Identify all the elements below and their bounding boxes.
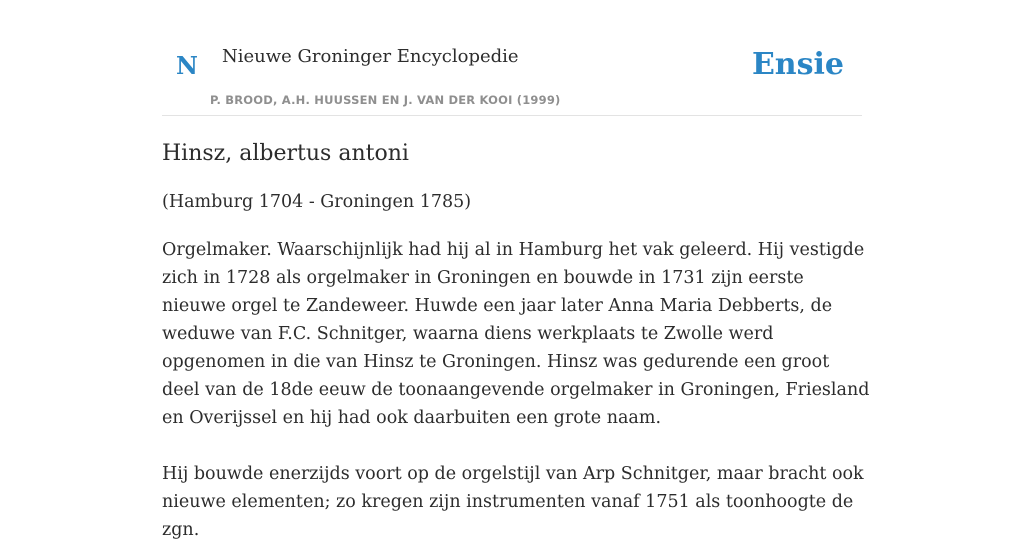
article-lifespan: (Hamburg 1704 - Groningen 1785) [162,192,472,212]
encyclopedia-logo[interactable]: N [176,51,198,80]
article-paragraph: Hij bouwde enerzijds voort op de orgelstijl van Arp Schnitger, maar bracht ook nieuwe elementen; zo kregen zijn instrumenten vanaf 1751 als toonhoogte de zgn. [162,464,864,540]
encyclopedia-authors: P. BROOD, A.H. HUUSSEN EN J. VAN DER KOOI (1999) [210,93,561,107]
ensie-brand-logo[interactable]: Ensie [751,47,844,82]
encyclopedia-header [162,0,862,116]
article-paragraph: Orgelmaker. Waarschijnlijk had hij al in Hamburg het vak geleerd. Hij vestigde zich in 1728 als orgelmaker in Groningen en bouwde in 1731 zijn eerste nieuwe orgel te Zandeweer. Huwde een jaar later Anna Maria Debberts, de weduwe van F.C. Schnitger, waarna diens werkplaats te Zwolle werd opgenomen in die van Hinsz te Groningen. Hinsz was gedurende een groot deel van de 18de eeuw de toonaangevende orgelmaker in Groningen, Friesland en Overijssel en hij had ook daarbuiten een grote naam. [162,240,870,428]
encyclopedia-title[interactable]: Nieuwe Groninger Encyclopedie [222,46,519,67]
article [162,138,872,544]
article-title: Hinsz, albertus antoni [162,141,409,166]
